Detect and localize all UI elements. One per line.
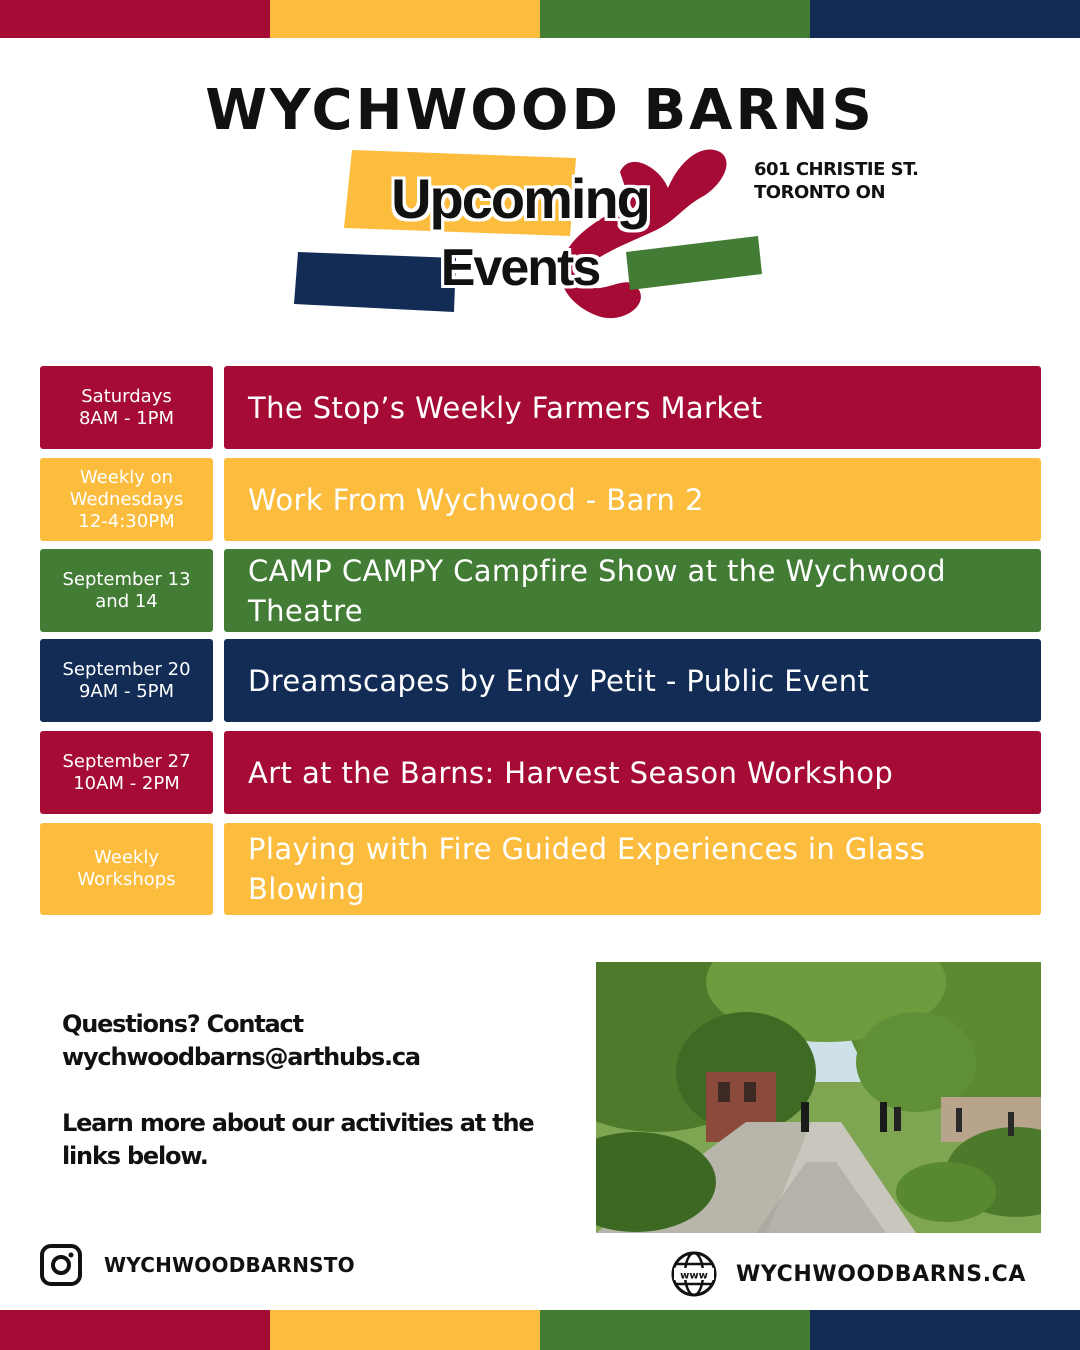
event-date: [40, 366, 213, 449]
event-title: The Stop’s Weekly Farmers Market: [224, 366, 1041, 449]
photo-illustration: [596, 962, 1041, 1233]
stripe-gold: [270, 0, 540, 38]
globe-www-icon: [670, 1250, 718, 1298]
logo-text-upcoming: Upcoming: [391, 167, 649, 230]
brand-title: WYCHWOOD BARNS: [205, 78, 875, 143]
top-color-stripe: [0, 0, 1080, 38]
address-block: [754, 158, 919, 204]
contact-question: Questions? Contact: [62, 1010, 303, 1038]
event-date: [40, 458, 213, 541]
event-date-line: 8AM - 1PM: [78, 407, 175, 429]
event-title: Art at the Barns: Harvest Season Workshop: [224, 731, 1041, 814]
event-row: [40, 823, 1042, 915]
event-row: [40, 731, 1042, 814]
address-city: TORONTO ON: [754, 182, 886, 203]
contact-email[interactable]: wychwoodbarns@arthubs.ca: [62, 1043, 420, 1071]
event-row: [40, 549, 1042, 632]
learn-more-text: Learn more about our activities at the: [62, 1109, 534, 1137]
stripe-navy: [810, 1310, 1080, 1350]
stripe-crimson: [0, 0, 270, 38]
event-date: [40, 549, 213, 632]
event-date-line: Weekly: [94, 847, 159, 868]
learn-more-text-2: links below.: [62, 1142, 208, 1170]
event-title: CAMP CAMPY Campfire Show at the Wychwood Theatre: [224, 549, 1041, 632]
stripe-green: [540, 0, 810, 38]
barns-pathway-photo: [596, 962, 1041, 1233]
event-title: Work From Wychwood - Barn 2: [224, 458, 1041, 541]
event-date-line: 10AM - 2PM: [73, 772, 180, 794]
event-date-line: Wednesdays: [69, 488, 184, 510]
event-date-line: 9AM - 5PM: [78, 680, 175, 702]
stripe-navy: [810, 0, 1080, 38]
stripe-crimson: [0, 1310, 270, 1350]
event-date-line: and 14: [95, 590, 158, 612]
instagram-link[interactable]: [40, 1244, 355, 1286]
instagram-handle[interactable]: WYCHWOODBARNSTO: [104, 1253, 355, 1277]
logo-text-events: Events: [440, 239, 600, 297]
event-date: [40, 639, 213, 722]
website-link[interactable]: [670, 1250, 1026, 1298]
event-date-line: September 27: [62, 750, 191, 772]
event-row: [40, 366, 1042, 449]
event-date-line: September 13: [62, 568, 191, 590]
event-row: [40, 639, 1042, 722]
contact-info: [62, 1008, 562, 1173]
event-title: Dreamscapes by Endy Petit - Public Event: [224, 639, 1041, 722]
stripe-gold: [270, 1310, 540, 1350]
event-date-line: September 20: [62, 658, 191, 680]
globe-icon-text: www: [680, 1270, 708, 1282]
event-date: [40, 731, 213, 814]
website-url[interactable]: WYCHWOODBARNS.CA: [736, 1261, 1027, 1287]
bottom-color-stripe: [0, 1310, 1080, 1350]
event-date: [40, 823, 213, 915]
event-date-line: Weekly on: [79, 466, 174, 488]
event-row: [40, 458, 1042, 541]
stripe-green: [540, 1310, 810, 1350]
instagram-icon: [40, 1244, 82, 1286]
event-date-line: Saturdays: [81, 385, 172, 407]
event-date-line: 12-4:30PM: [78, 510, 175, 532]
address-street: 601 CHRISTIE ST.: [754, 159, 919, 180]
event-title: Playing with Fire Guided Experiences in Glass Blowing: [224, 823, 1041, 915]
event-date-line: Workshops: [77, 869, 176, 890]
